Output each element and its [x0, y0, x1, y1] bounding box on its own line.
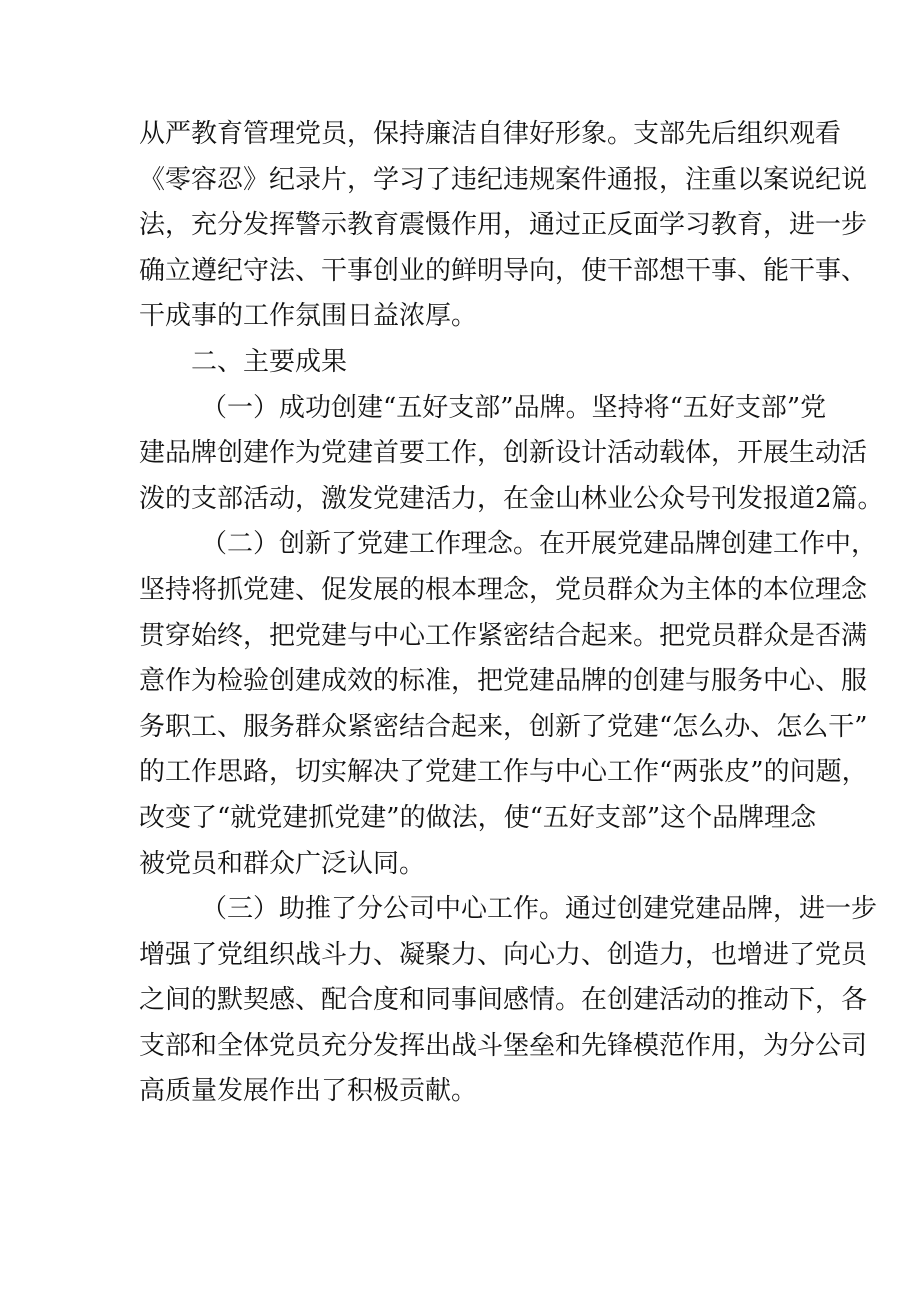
text-line: 干成事的工作氛围日益浓厚。 [139, 301, 478, 332]
text-line: 的工作思路，切实解决了党建工作与中心工作“两张皮”的问题， [139, 757, 868, 788]
text-line: 《零容忍》纪录片，学习了违纪违规案件通报，注重以案说纪说 [139, 164, 868, 195]
text-line: （一）成功创建“五好支部”品牌。坚持将“五好支部”党 [201, 392, 827, 423]
text-line: 高质量发展作出了积极贡献。 [139, 1076, 478, 1107]
text-line: 法，充分发挥警示教育震慑作用，通过正反面学习教育，进一步 [139, 210, 868, 241]
text-line: 泼的支部活动，激发党建活力，在金山林业公众号刊发报道2篇。 [139, 483, 884, 514]
text-line: 确立遵纪守法、干事创业的鲜明导向，使干部想干事、能干事、 [139, 255, 868, 286]
text-line: 改变了“就党建抓党建”的做法，使“五好支部”这个品牌理念 [139, 802, 817, 833]
text-line: 支部和全体党员充分发挥出战斗堡垒和先锋模范作用，为分公司 [139, 1030, 868, 1061]
text-line: （三）助推了分公司中心工作。通过创建党建品牌，进一步 [201, 894, 878, 925]
text-line: 建品牌创建作为党建首要工作，创新设计活动载体，开展生动活 [139, 438, 868, 469]
document-body [139, 112, 884, 1115]
text-line: 意作为检验创建成效的标准，把党建品牌的创建与服务中心、服 [139, 666, 868, 697]
text-line: 务职工、服务群众紧密结合起来，创新了党建“怎么办、怎么干” [139, 711, 868, 742]
text-line: （二）创新了党建工作理念。在开展党建品牌创建工作中， [201, 529, 878, 560]
text-line: 被党员和群众广泛认同。 [139, 848, 426, 879]
text-line: 之间的默契感、配合度和同事间感情。在创建活动的推动下，各 [139, 985, 868, 1016]
text-line: 增强了党组织战斗力、凝聚力、向心力、创造力，也增进了党员 [139, 939, 868, 970]
section-heading: 二、主要成果 [191, 346, 348, 377]
text-line: 坚持将抓党建、促发展的根本理念，党员群众为主体的本位理念 [139, 574, 868, 605]
text-line: 从严教育管理党员，保持廉洁自律好形象。支部先后组织观看 [139, 119, 842, 149]
text-line: 贯穿始终，把党建与中心工作紧密结合起来。把党员群众是否满 [139, 620, 868, 651]
